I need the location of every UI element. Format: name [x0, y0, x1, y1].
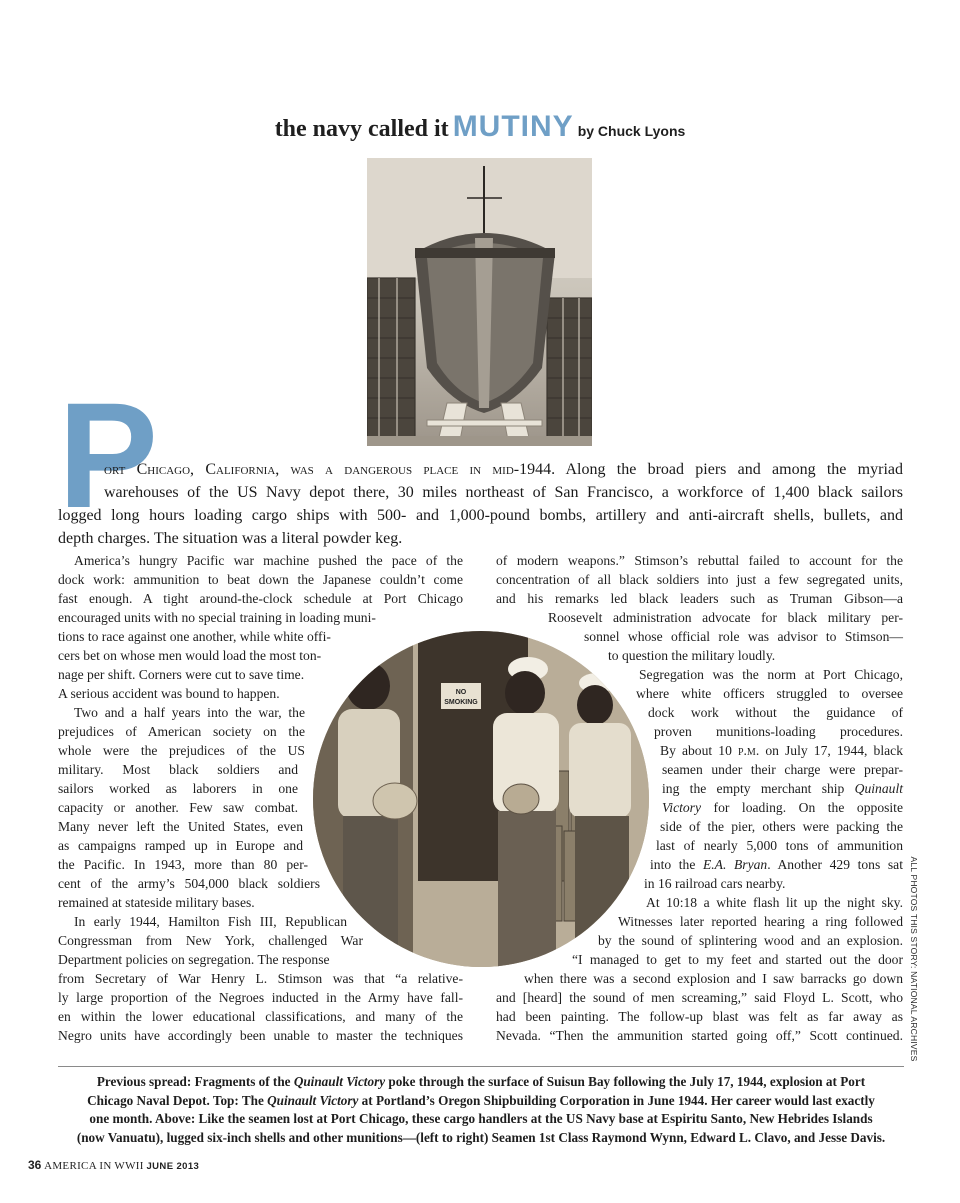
- left-line: Negro units have accordingly been unable to master the techniques: [58, 1028, 463, 1043]
- left-line: America’s hungry Pacific war machine pushed the pace of the: [74, 553, 463, 568]
- lede-small-caps: ort Chicago, California, was a dangerous place in mid: [104, 461, 514, 478]
- left-line: sailors worked as laborers in one: [58, 781, 298, 796]
- caption-line: [58, 1092, 904, 1111]
- caption-line: [58, 1073, 904, 1092]
- caption-italic: Quinault Victory: [267, 1092, 359, 1108]
- caption-text: Chicago Naval Depot. Top: The: [87, 1092, 268, 1108]
- caption-text: Previous spread: Fragments of the: [96, 1074, 294, 1089]
- title-lead: the navy called it: [274, 116, 449, 142]
- left-line: the Pacific. In 1943, more than 80 per-: [58, 857, 308, 872]
- left-line: dock work: ammunition to beat down the Japanese couldn’t come: [58, 572, 463, 587]
- right-line: Roosevelt administration advocate for black military per-: [548, 610, 903, 625]
- right-line: sonnel whose official role was advisor to Stimson—: [584, 629, 903, 644]
- right-line: in 16 railroad cars nearby.: [644, 876, 786, 891]
- left-line: nage per shift. Corners were cut to save time.: [58, 667, 305, 682]
- right-line-text: into the: [650, 857, 703, 872]
- right-line-text: on July 17, 1944, black: [759, 743, 903, 758]
- left-line: Department policies on segregation. The response: [58, 952, 330, 967]
- left-line: en within the lower educational classifications, and many of the: [58, 1009, 463, 1024]
- left-line: encouraged units with no special training in loading muni-: [58, 610, 376, 625]
- caption-text: poke through the surface of Suisun Bay following the July 17, 1944, explosion at Port: [385, 1074, 866, 1089]
- right-line: of modern weapons.” Stimson’s rebuttal failed to account for the: [496, 553, 903, 568]
- left-line: A serious accident was bound to happen.: [58, 686, 280, 701]
- right-line: Segregation was the norm at Port Chicago,: [639, 667, 903, 682]
- lede-line-1: [104, 458, 903, 481]
- left-line: cent of the army’s 504,000 black soldiers: [58, 876, 320, 891]
- caption-line: (now Vanuatu), lugged six-inch shells and other munitions—(left to right) Seamen 1st Class Raymond Wynn, Edward L. Clavo, and Jesse Davis.: [76, 1129, 886, 1145]
- lede-line-2: warehouses of the US Navy depot there, 30 miles northeast of San Francisco, a workforce of 1,400 black sailors: [104, 484, 903, 501]
- right-line: At 10:18 a white flash lit up the night sky.: [646, 895, 903, 910]
- right-line: last of nearly 5,000 tons of ammunition: [656, 838, 903, 853]
- caption-divider: [58, 1066, 904, 1067]
- ship-name-italic: E.A. Bryan: [702, 857, 768, 872]
- right-line: dock work without the guidance of: [648, 705, 903, 720]
- left-line: from Secretary of War Henry L. Stimson was that “a relative-: [58, 971, 463, 986]
- left-line: In early 1944, Hamilton Fish III, Republican: [74, 914, 347, 929]
- right-line: had been painting. The follow-up blast was felt as far away as: [496, 1009, 903, 1024]
- right-line: seamen under their charge were prepar-: [662, 762, 903, 777]
- caption-text: at Portland’s Oregon Shipbuilding Corporation in June 1944. Her career would last exactly: [358, 1092, 875, 1108]
- right-line-text: ing the empty merchant ship: [662, 781, 855, 796]
- left-line: tions to race against one another, while white offi-: [58, 629, 331, 644]
- left-line: fast enough. A tight around-the-clock schedule at Port Chicago: [58, 591, 463, 606]
- pm-small-caps: p.m.: [737, 743, 760, 758]
- lede-line-3: logged long hours loading cargo ships with 500- and 1,000-pound bombs, artillery and anti-aircraft shells, bullets, and: [58, 507, 903, 524]
- sign-text-no: NO: [455, 689, 467, 696]
- right-line: and his remarks led black leaders such as Truman Gibson—a: [496, 591, 903, 606]
- right-line-text: for loading. On the opposite: [701, 800, 903, 815]
- page-number: 36: [28, 1158, 42, 1172]
- right-line: to question the military loudly.: [608, 648, 776, 663]
- cargo-handlers-illustration: [313, 631, 649, 967]
- left-line: cers bet on whose men would load the most ton-: [58, 648, 322, 663]
- byline: by Chuck Lyons: [577, 123, 686, 139]
- left-line: whole were the prejudices of the US: [58, 743, 305, 758]
- photo-caption: [58, 1073, 904, 1147]
- cargo-handlers-photo: [313, 631, 649, 967]
- right-line-text: . Another 429 tons sat: [767, 857, 903, 872]
- left-line: Many never left the United States, even: [58, 819, 303, 834]
- left-line: ly large proportion of the Negroes inducted in the Army have fall-: [58, 990, 463, 1005]
- right-line: Witnesses later reported hearing a ring followed: [618, 914, 903, 929]
- left-line: prejudices of American society on the: [58, 724, 305, 739]
- photo-credit: [904, 856, 924, 1062]
- lede-line-1-rest: -1944. Along the broad piers and among the myriad: [513, 461, 903, 478]
- right-line: concentration of all black soldiers into just a few segregated units,: [496, 572, 903, 587]
- right-line: by the sound of splintering wood and an explosion.: [598, 933, 903, 948]
- left-line: Congressman from New York, challenged War: [58, 933, 363, 948]
- ship-photo: [367, 158, 592, 446]
- ship-name-italic: Quinault: [854, 781, 903, 796]
- right-line: when there was a second explosion and I saw barracks go down: [524, 971, 903, 986]
- left-line: military. Most black soldiers and: [58, 762, 298, 777]
- left-line: as campaigns ramped up in Europe and: [58, 838, 303, 853]
- left-line: capacity or another. Few saw combat.: [58, 800, 298, 815]
- drop-cap: P: [58, 371, 159, 539]
- magazine-name: AMERICA IN WWII: [44, 1160, 144, 1172]
- left-line: remained at stateside military bases.: [58, 895, 255, 910]
- ship-name-italic: Victory: [662, 800, 702, 815]
- page-footer: [28, 1158, 199, 1172]
- right-line-text: By about 10: [660, 743, 738, 758]
- right-line: and [heard] the sound of men screaming,” said Floyd L. Scott, who: [496, 990, 903, 1005]
- right-line: where white officers struggled to oversee: [636, 686, 903, 701]
- right-line: side of the pier, others were packing the: [660, 819, 903, 834]
- issue-date: JUNE 2013: [146, 1161, 200, 1172]
- lede-line-4: depth charges. The situation was a literal powder keg.: [58, 530, 403, 547]
- title-highlight: MUTINY: [452, 110, 574, 143]
- ship-illustration: [367, 158, 592, 446]
- right-line: Nevada. “Then the ammunition started going off,” Scott continued.: [496, 1028, 903, 1043]
- sign-text-smoking: SMOKING: [444, 699, 478, 706]
- left-line: Two and a half years into the war, the: [74, 705, 305, 720]
- right-line: “I managed to get to my feet and started out the door: [572, 952, 903, 967]
- right-line: proven munitions-loading procedures.: [654, 724, 903, 739]
- caption-italic: Quinault Victory: [293, 1074, 386, 1089]
- photo-credit-text: ALL PHOTOS THIS STORY: NATIONAL ARCHIVES: [909, 856, 919, 1062]
- caption-line: one month. Above: Like the seamen lost at Port Chicago, these cargo handlers at the US Navy base at Espiritu Santo, New Hebrides Islands: [89, 1111, 873, 1126]
- article-title: [0, 110, 960, 144]
